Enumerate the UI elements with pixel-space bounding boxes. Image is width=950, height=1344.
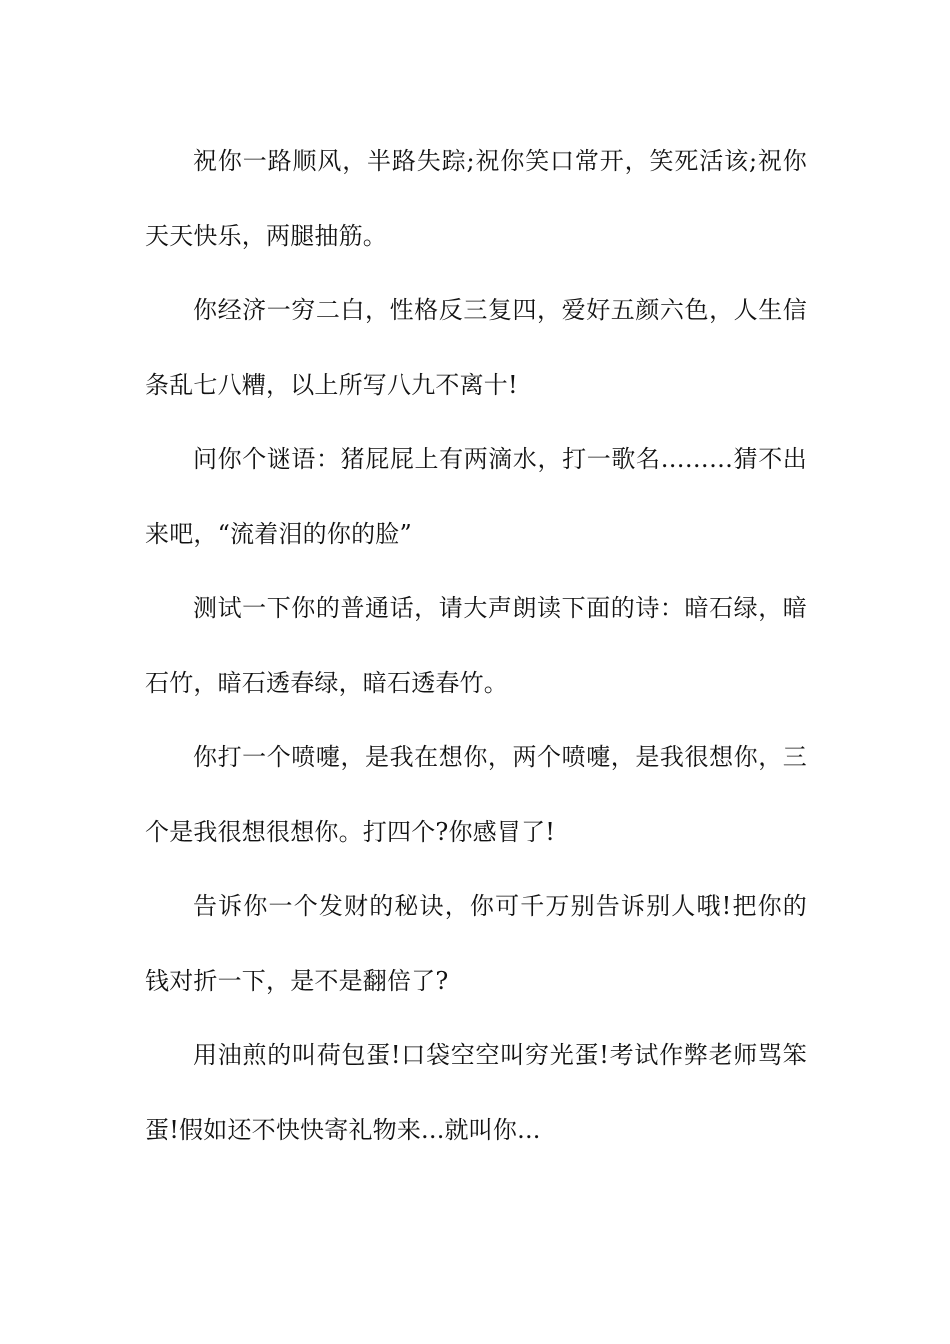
paragraph-1: 祝你一路顺风，半路失踪;祝你笑口常开，笑死活该;祝你天天快乐，两腿抽筋。: [145, 147, 807, 250]
paragraph-6: 告诉你一个发财的秘诀，你可千万别告诉别人哦!把你的钱对折一下，是不是翻倍了?: [145, 892, 807, 995]
paragraph-5: 你打一个喷嚏，是我在想你，两个喷嚏，是我很想你，三个是我很想很想你。打四个?你感冒了!: [145, 743, 807, 846]
paragraph-2: 你经济一穷二白，性格反三复四，爱好五颜六色，人生信条乱七八糟，以上所写八九不离十!: [145, 296, 807, 399]
paragraph-3: 问你个谜语：猪屁屁上有两滴水，打一歌名………猜不出来吧，“流着泪的你的脸”: [145, 445, 807, 548]
paragraph-7: 用油煎的叫荷包蛋!口袋空空叫穷光蛋!考试作弊老师骂笨蛋!假如还不快快寄礼物来...就叫你...: [145, 1041, 807, 1144]
document-body: [145, 124, 807, 1167]
paragraph-4: 测试一下你的普通话，请大声朗读下面的诗：暗石绿，暗石竹，暗石透春绿，暗石透春竹。: [145, 594, 807, 697]
